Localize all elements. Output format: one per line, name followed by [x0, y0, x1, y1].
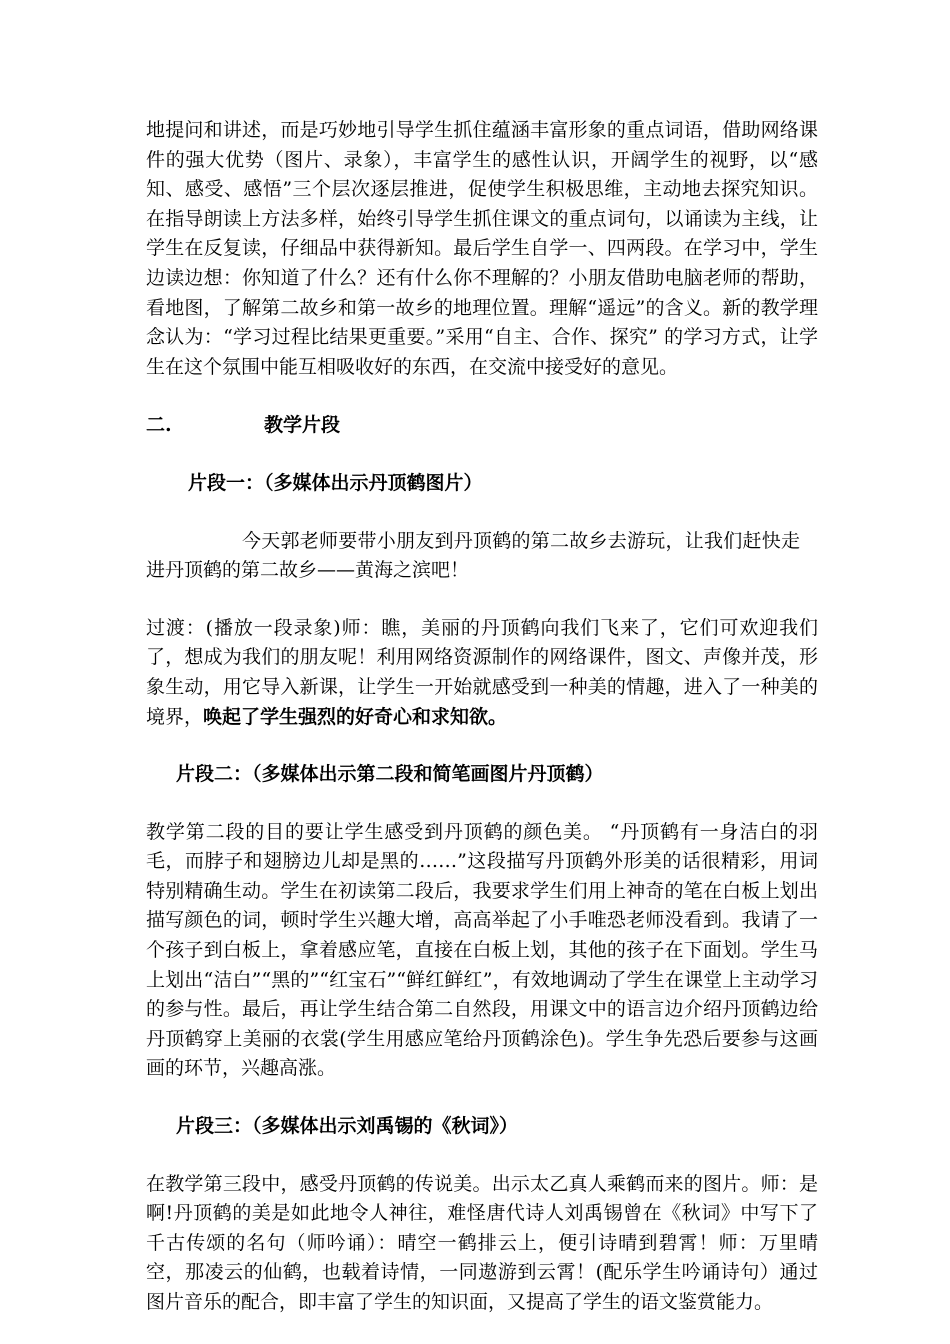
fragment1-transition — [146, 614, 818, 732]
section-title: 教学片段 — [264, 414, 341, 437]
fragment1-transition-bold: 唤起了学生强烈的好奇心和求知欲。 — [203, 705, 508, 728]
intro-paragraph: 地提问和讲述，而是巧妙地引导学生抓住蕴涵丰富形象的重点词语，借助网络课件的强大优势（图片、录象），丰富学生的感性认识，开阔学生的视野，以“感知、感受、感悟”三个层次逐层推进，促使学生积极思维，主动地去探究知识。在指导朗读上方法多样，始终引导学生抓住课文的重点词句，以诵读为主线，让学生在反复读，仔细品中获得新知。最后学生自学一、四两段。在学习中，学生边读边想：你知道了什么？还有什么你不理解的？小朋友借助电脑老师的帮助，看地图，了解第二故乡和第一故乡的地理位置。理解“遥远”的含义。新的教学理念认为：“学习过程比结果更重要。”采用“自主、合作、探究” 的学习方式，让学生在这个氛围中能互相吸收好的东西，在交流中接受好的意见。 — [146, 119, 818, 378]
fragment1-paragraph: 今天郭老师要带小朋友到丹顶鹤的第二故乡去游玩，让我们赶快走进丹顶鹤的第二故乡——黄海之滨吧！ — [146, 529, 800, 582]
fragment3-heading: 片段三：（多媒体出示刘禹锡的《秋词》） — [176, 1115, 519, 1138]
section-number: 二. — [146, 414, 172, 437]
document-page — [146, 116, 818, 1318]
fragment2-paragraph: 教学第二段的目的要让学生感受到丹顶鹤的颜色美。 “丹顶鹤有一身洁白的羽毛，而脖子和翅膀边儿却是黑的……”这段描写丹顶鹤外形美的话很精彩，用词特别精确生动。学生在初读第二段后，我要求学生们用上神奇的笔在白板上划出描写颜色的词，顿时学生兴趣大增，高高举起了小手唯恐老师没看到。我请了一个孩子到白板上，拿着感应笔，直接在白板上划，其他的孩子在下面划。学生马上划出“洁白”“黑的”“红宝石”“鲜红鲜红”，有效地调动了学生在课堂上主动学习的参与性。最后，再让学生结合第二自然段，用课文中的语言边介绍丹顶鹤边给丹顶鹤穿上美丽的衣裳(学生用感应笔给丹顶鹤涂色)。学生争先恐后要参与这画画的环节，兴趣高涨。 — [146, 820, 818, 1080]
section-heading — [146, 411, 818, 441]
fragment3-paragraph: 在教学第三段中，感受丹顶鹤的传说美。出示太乙真人乘鹤而来的图片。师：是啊!丹顶鹤的美是如此地令人神往，难怪唐代诗人刘禹锡曾在《秋词》中写下了千古传颂的名句（师吟诵）：晴空一鹤排云上，便引诗晴到碧霄！师：万里晴空，那凌云的仙鹤，也载着诗情，一同遨游到云霄！(配乐学生吟诵诗句）通过图片音乐的配合，即丰富了学生的知识面，又提高了学生的语文鉴赏能力。 — [146, 1172, 818, 1313]
fragment1-heading: 片段一：（多媒体出示丹顶鹤图片） — [188, 471, 483, 494]
fragment2-heading: 片段二：（多媒体出示第二段和简笔画图片丹顶鹤） — [176, 763, 604, 786]
fragment1-transition-text: 过渡：(播放一段录象)师：瞧，美丽的丹顶鹤向我们飞来了，它们可欢迎我们了，想成为我们的朋友呢！利用网络资源制作的网络课件，图文、声像并茂，形象生动，用它导入新课，让学生一开始就感受到一种美的情趣，进入了一种美的境界， — [146, 616, 818, 728]
